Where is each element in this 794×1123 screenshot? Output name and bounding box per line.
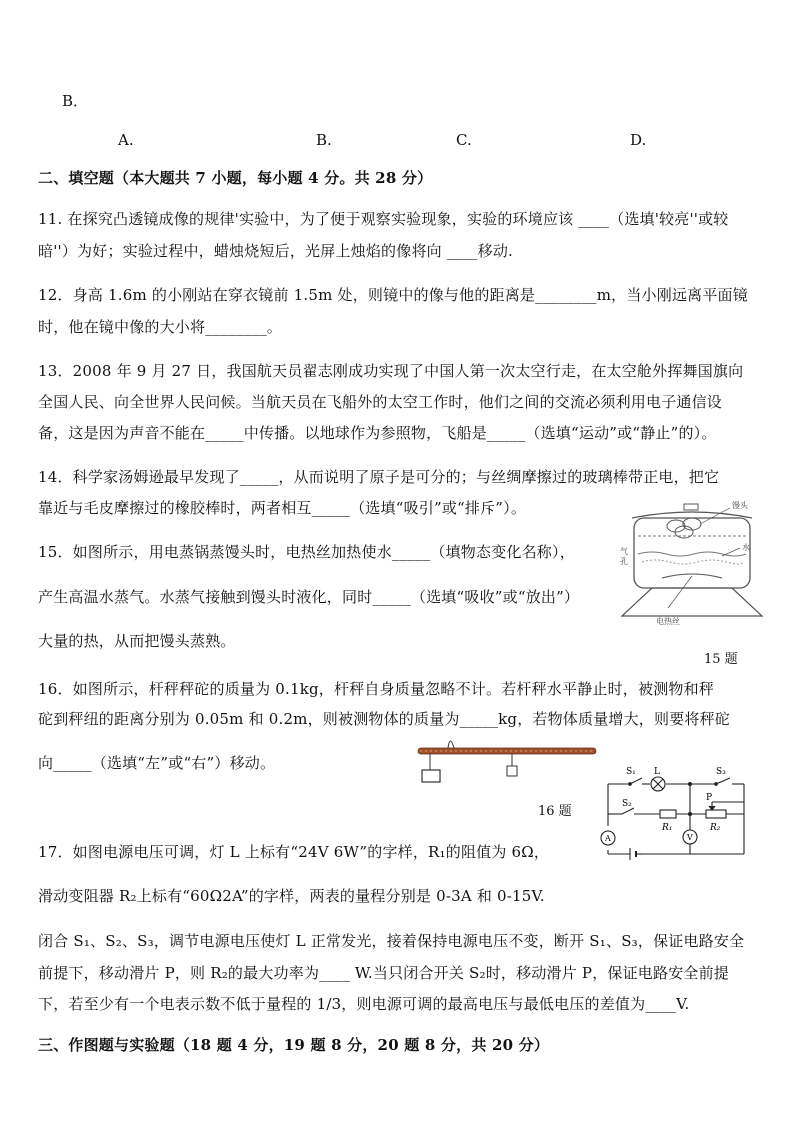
q13-line3: 备，这是因为声音不能在_____中传播。以地球作为参照物，飞船是_____（选填“运动”或“静止”的）。 bbox=[38, 424, 717, 442]
circuit-p: P bbox=[706, 793, 713, 803]
option-a: A. bbox=[118, 131, 134, 149]
q12-line1: 12．身高 1.6m 的小刚站在穿衣镜前 1.5m 处，则镜中的像与他的距离是________m，当小刚远离平面镜 bbox=[38, 286, 748, 304]
q17-line1: 17．如图电源电压可调，灯 L 上标有“24V 6W”的字样，R₁的阻值为 6Ω， bbox=[38, 843, 550, 861]
q17-line2: 滑动变阻器 R₂上标有“60Ω2A”的字样，两表的量程分别是 0-3A 和 0-15V. bbox=[38, 887, 545, 905]
label-vent-2: 孔 bbox=[620, 557, 628, 566]
option-b: B. bbox=[316, 131, 332, 149]
q16-line1: 16．如图所示，杆秤秤砣的质量为 0.1kg，杆秤自身质量忽略不计。若杆秤水平静止时，被测物和秤 bbox=[38, 680, 715, 698]
circuit-figure bbox=[598, 762, 758, 862]
q11-line1: 11. 在探究凸透镜成像的规律'实验中，为了便于观察实验现象，实验的环境应该 ____（选填'较亮''或较 bbox=[38, 210, 729, 228]
circuit-l: L bbox=[654, 767, 660, 777]
steelyard-figure bbox=[414, 730, 604, 790]
circuit-v: V bbox=[687, 833, 693, 842]
q17-line5: 下，若至少有一个电表示数不低于量程的 1/3，则电源可调的最高电压与最低电压的差值为____V. bbox=[38, 995, 690, 1013]
circuit-s1: S₁ bbox=[626, 767, 636, 777]
label-water: 水 bbox=[742, 543, 750, 552]
q16-figure-label: 16 题 bbox=[538, 804, 572, 819]
q11-line2: 暗''）为好；实验过程中，蜡烛烧短后，光屏上烛焰的像将向 ____移动. bbox=[38, 242, 513, 260]
q15-line1: 15．如图所示，用电蒸锅蒸馒头时，电热丝加热使水_____（填物态变化名称）， bbox=[38, 543, 575, 561]
circuit-a: A bbox=[605, 834, 611, 843]
option-c: C. bbox=[456, 131, 472, 149]
q15-figure-label: 15 题 bbox=[704, 652, 738, 667]
circuit-s3: S₃ bbox=[716, 767, 726, 777]
q12-line2: 时，他在镜中像的大小将________。 bbox=[38, 318, 283, 336]
circuit-r2: R₂ bbox=[710, 823, 721, 833]
circuit-s2: S₂ bbox=[622, 799, 632, 809]
label-heater: 电热丝 bbox=[656, 617, 680, 626]
circuit-r1: R₁ bbox=[662, 823, 673, 833]
q13-line2: 全国人民、向全世界人民问候。当航天员在飞船外的太空工作时，他们之间的交流必须利用电子通信设 bbox=[38, 393, 723, 411]
q14-line1: 14．科学家汤姆逊最早发现了_____，从而说明了原子是可分的；与丝绸摩擦过的玻璃棒带正电，把它 bbox=[38, 468, 720, 486]
q15-line3: 大量的热，从而把馒头蒸熟。 bbox=[38, 632, 236, 650]
q17-line4: 前提下，移动滑片 P，则 R₂的最大功率为____ W.当只闭合开关 S₂时，移动滑片 P，保证电路安全前提 bbox=[38, 964, 729, 982]
q17-line3: 闭合 S₁、S₂、S₃，调节电源电压使灯 L 正常发光，接着保持电源电压不变，断开 S₁、S₃，保证电路安全 bbox=[38, 932, 745, 950]
section-3-heading: 三、作图题与实验题（18 题 4 分，19 题 8 分，20 题 8 分，共 20 分） bbox=[38, 1036, 550, 1054]
option-d: D. bbox=[630, 131, 647, 149]
q13-line1: 13．2008 年 9 月 27 日，我国航天员翟志刚成功实现了中国人第一次太空行走，在太空舱外挥舞国旗向 bbox=[38, 362, 744, 380]
q16-line2: 砣到秤纽的距离分别为 0.05m 和 0.2m，则被测物体的质量为_____kg，若物体质量增大，则要将秤砣 bbox=[38, 710, 730, 728]
option-b-top: B． bbox=[62, 92, 89, 110]
label-vent-1: 气 bbox=[620, 547, 628, 556]
q16-line3: 向_____（选填“左”或“右”）移动。 bbox=[38, 754, 276, 772]
q15-line2: 产生高温水蒸气。水蒸气接触到馒头时液化，同时_____（选填“吸收”或“放出”） bbox=[38, 588, 580, 606]
section-2-heading: 二、填空题（本大题共 7 小题，每小题 4 分。共 28 分） bbox=[38, 169, 433, 187]
q14-line2: 靠近与毛皮摩擦过的橡胶棒时，两者相互_____（选填“吸引”或“排斥”）。 bbox=[38, 499, 527, 517]
label-mantou: 馒头 bbox=[732, 501, 748, 510]
steamer-figure bbox=[612, 498, 772, 626]
